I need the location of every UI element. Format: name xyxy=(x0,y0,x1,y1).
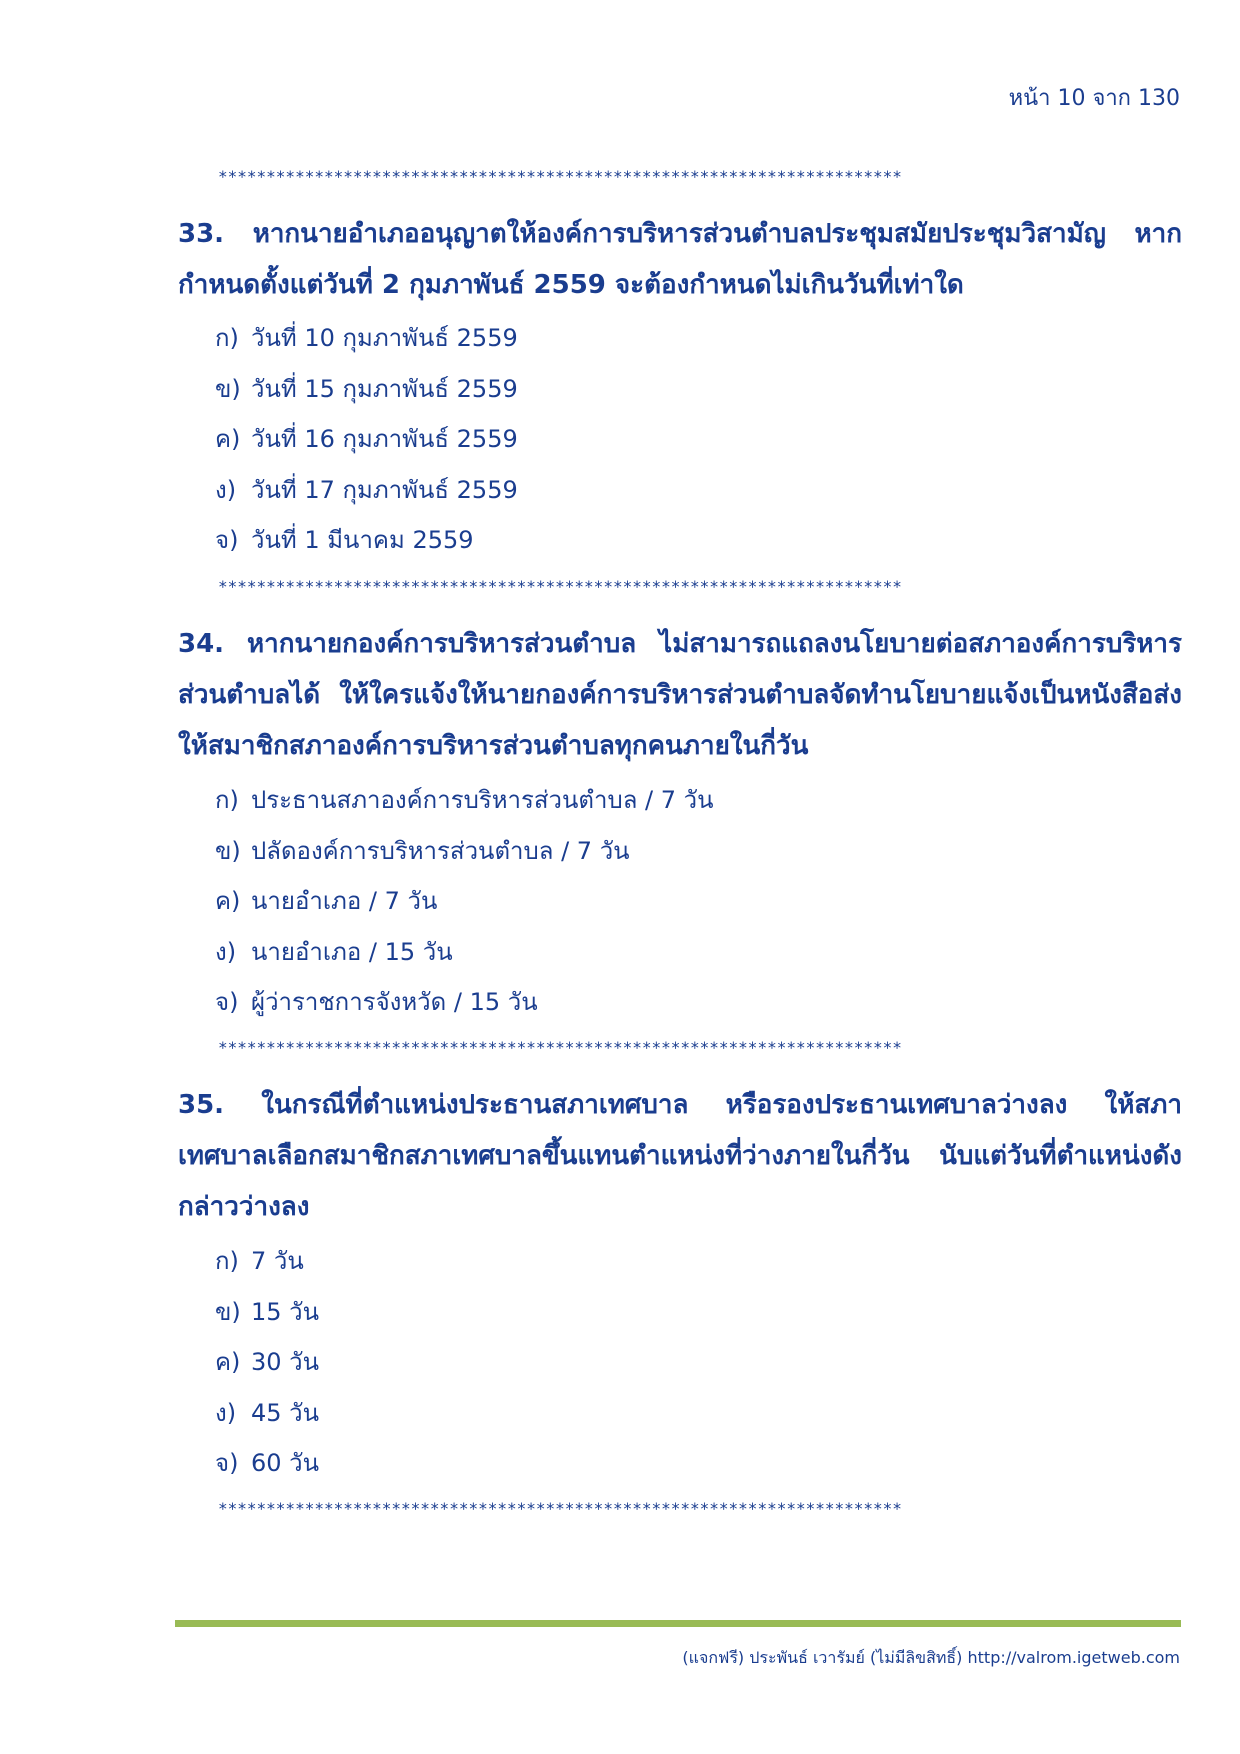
footer-divider xyxy=(175,1620,1181,1627)
option-34-a[interactable] xyxy=(215,775,1115,826)
option-text: วันที่ 1 มีนาคม 2559 xyxy=(251,526,474,554)
option-text: 7 วัน xyxy=(251,1247,304,1275)
option-mark: ข) xyxy=(215,836,241,865)
page-number: หน้า 10 จาก 130 xyxy=(1008,86,1180,111)
separator: *********************************************************************** xyxy=(218,167,902,186)
option-35-d[interactable] xyxy=(215,1388,1115,1439)
option-mark: ค) xyxy=(215,1348,241,1376)
option-text: ประธานสภาองค์การบริหารส่วนตำบล / 7 วัน xyxy=(251,786,714,814)
option-text: วันที่ 16 กุมภาพันธ์ 2559 xyxy=(251,425,518,453)
option-34-e[interactable] xyxy=(215,977,1115,1028)
question-35: 35. ในกรณีที่ตำแหน่งประธานสภาเทศบาล หรือรองประธานเทศบาลว่างลง ให้สภาเทศบาลเลือกสมาชิกสภาเทศบาลขึ้นแทนตำแหน่งที่ว่างภายในกี่วัน นับแต่วันที่ตำแหน่งดังกล่าวว่างลง xyxy=(178,1090,1182,1222)
question-34: 34. หากนายกองค์การบริหารส่วนตำบล ไม่สามารถแถลงนโยบายต่อสภาองค์การบริหารส่วนตำบลได้ ให้ใครแจ้งให้นายกองค์การบริหารส่วนตำบลจัดทำนโยบายแจ้งเป็นหนังสือส่งให้สมาชิกสภาองค์การบริหารส่วนตำบลทุกคนภายในกี่วัน xyxy=(178,629,1182,761)
option-33-d[interactable] xyxy=(215,465,1115,516)
option-mark: จ) xyxy=(215,526,239,554)
option-mark: ค) xyxy=(215,887,241,915)
options-33 xyxy=(215,313,1115,566)
option-33-b[interactable] xyxy=(215,364,1115,415)
option-text: นายอำเภอ / 7 วัน xyxy=(251,887,438,915)
option-34-c[interactable] xyxy=(215,876,1115,927)
option-text: 30 วัน xyxy=(251,1348,320,1376)
option-35-a[interactable] xyxy=(215,1236,1115,1287)
option-text: ผู้ว่าราชการจังหวัด / 15 วัน xyxy=(251,988,538,1016)
option-33-e[interactable] xyxy=(215,515,1115,566)
option-text: นายอำเภอ / 15 วัน xyxy=(251,937,453,966)
option-mark: ก) xyxy=(215,786,239,814)
option-35-e[interactable] xyxy=(215,1438,1115,1489)
option-34-b[interactable] xyxy=(215,826,1115,877)
option-mark: ง) xyxy=(215,937,237,966)
option-text: วันที่ 10 กุมภาพันธ์ 2559 xyxy=(251,324,518,352)
option-35-b[interactable] xyxy=(215,1287,1115,1338)
option-mark: ก) xyxy=(215,324,239,352)
option-text: 45 วัน xyxy=(251,1398,320,1427)
separator: *********************************************************************** xyxy=(218,577,902,596)
separator: *********************************************************************** xyxy=(218,1499,902,1518)
option-text: 60 วัน xyxy=(251,1449,320,1477)
option-34-d[interactable] xyxy=(215,927,1115,978)
option-mark: ข) xyxy=(215,374,241,403)
option-33-a[interactable] xyxy=(215,313,1115,364)
option-text: วันที่ 17 กุมภาพันธ์ 2559 xyxy=(251,475,518,504)
option-mark: จ) xyxy=(215,1449,239,1477)
option-text: วันที่ 15 กุมภาพันธ์ 2559 xyxy=(251,374,518,403)
option-mark: ง) xyxy=(215,1398,237,1427)
options-34 xyxy=(215,775,1115,1028)
footer-text: (แจกฟรี) ประพันธ์ เวารัมย์ (ไม่มีลิขสิทธิ์) http://valrom.igetweb.com xyxy=(682,1648,1180,1667)
options-35 xyxy=(215,1236,1115,1489)
option-mark: ก) xyxy=(215,1247,239,1275)
option-mark: ข) xyxy=(215,1297,241,1326)
option-mark: จ) xyxy=(215,988,239,1016)
option-mark: ง) xyxy=(215,475,237,504)
option-text: ปลัดองค์การบริหารส่วนตำบล / 7 วัน xyxy=(251,836,630,865)
option-35-c[interactable] xyxy=(215,1337,1115,1388)
option-mark: ค) xyxy=(215,425,241,453)
separator: *********************************************************************** xyxy=(218,1038,902,1057)
option-text: 15 วัน xyxy=(251,1297,320,1326)
question-33: 33. หากนายอำเภออนุญาตให้องค์การบริหารส่วนตำบลประชุมสมัยประชุมวิสามัญ หากกำหนดตั้งแต่วันที่ 2 กุมภาพันธ์ 2559 จะต้องกำหนดไม่เกินวันที่เท่าใด xyxy=(178,219,1182,300)
option-33-c[interactable] xyxy=(215,414,1115,465)
